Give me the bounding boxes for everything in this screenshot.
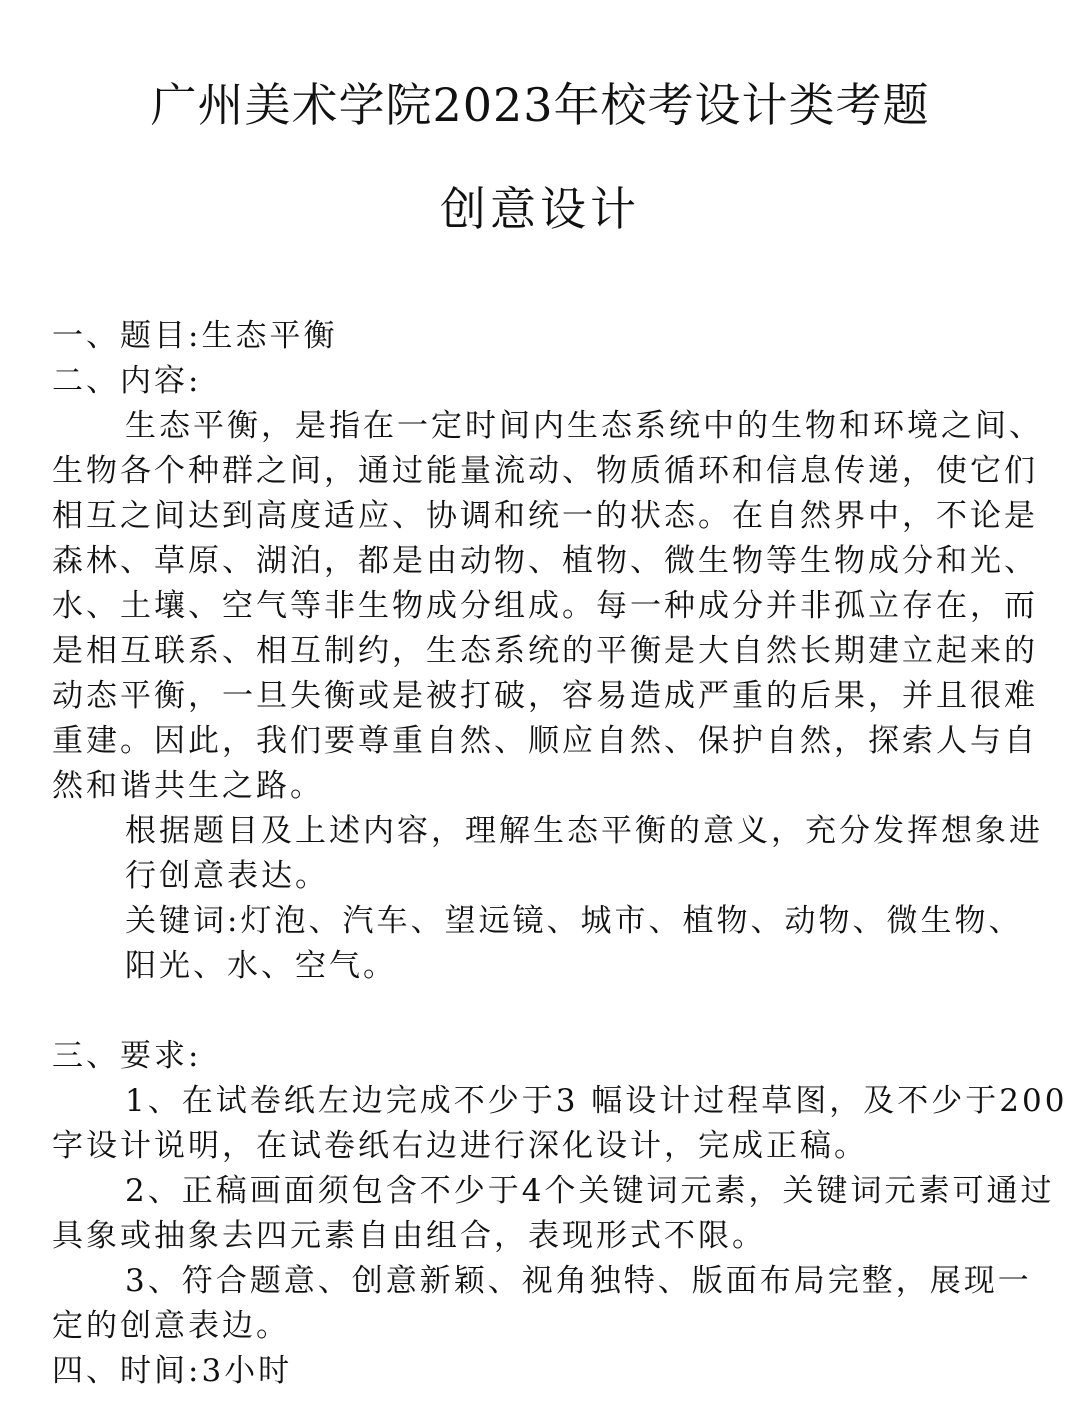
text-line: 重建。因此，我们要尊重自然、顺应自然、保护自然，探索人与自: [52, 723, 1038, 759]
text-line: 水、土壤、空气等非生物成分组成。每一种成分并非孤立存在，而: [52, 588, 1038, 624]
text-line: 然和谐共生之路。: [52, 768, 324, 804]
text-line: 2、正稿画面须包含不少于4个关键词元素，关键词元素可通过: [125, 1173, 1055, 1209]
text-line: 具象或抽象去四元素自由组合，表现形式不限。: [52, 1218, 766, 1254]
text-line: 三、要求:: [52, 1038, 202, 1074]
text-line: 根据题目及上述内容，理解生态平衡的意义，充分发挥想象进: [125, 813, 1043, 849]
page-title: 广州美术学院2023年校考设计类考题: [150, 78, 930, 132]
text-line: 1、在试卷纸左边完成不少于3 幅设计过程草图，及不少于200: [125, 1083, 1068, 1119]
text-line: 3、符合题意、创意新颖、视角独特、版面布局完整，展现一: [125, 1263, 1032, 1299]
text-line: 字设计说明，在试卷纸右边进行深化设计，完成正稿。: [52, 1128, 868, 1164]
text-line: 动态平衡，一旦失衡或是被打破，容易造成严重的后果，并且很难: [52, 678, 1038, 714]
text-line: 森林、草原、湖泊，都是由动物、植物、微生物等生物成分和光、: [52, 543, 1038, 579]
text-line: 定的创意表边。: [52, 1308, 290, 1344]
text-line: 行创意表达。: [125, 858, 329, 894]
exam-body: [52, 314, 1068, 1394]
text-line: 相互之间达到高度适应、协调和统一的状态。在自然界中，不论是: [52, 498, 1038, 534]
text-line: 阳光、水、空气。: [125, 948, 397, 984]
text-line: 二、内容:: [52, 363, 202, 399]
blank-line: [52, 989, 1042, 1034]
text-line: 生物各个种群之间，通过能量流动、物质循环和信息传递，使它们: [52, 453, 1038, 489]
text-line: 四、时间:3小时: [52, 1353, 293, 1389]
text-line: 一、题目:生态平衡: [52, 318, 338, 354]
text-line: 关键词:灯泡、汽车、望远镜、城市、植物、动物、微生物、: [125, 903, 1023, 939]
page-subtitle: 创意设计: [440, 182, 640, 236]
text-line: 是相互联系、相互制约，生态系统的平衡是大自然长期建立起来的: [52, 633, 1038, 669]
text-line: 生态平衡，是指在一定时间内生态系统中的生物和环境之间、: [125, 408, 1043, 444]
